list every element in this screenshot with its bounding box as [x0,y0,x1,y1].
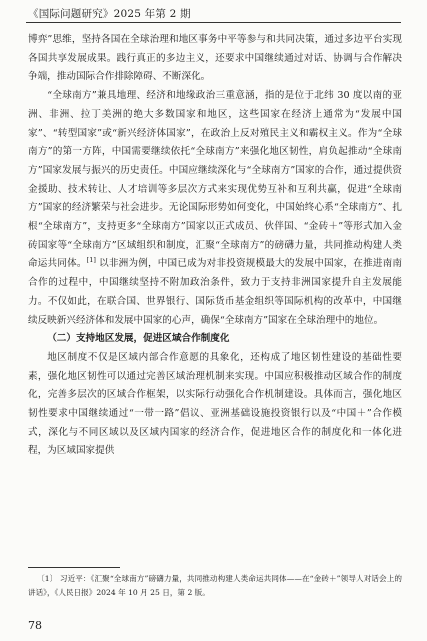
article-body [28,31,402,461]
paragraph-2-text: “全球南方”兼具地理、经济和地缘政治三重意涵，指的是位于北纬 30 度以南的亚洲、非洲、拉丁美洲的绝大多数国家和地区，这些国家在经济上通常为“发展中国家”、“转型国家”或“新兴经济体国家”，在政治上反对殖民主义和霸权主义。作为“全球南方”的第一方阵，中国需要继续依托“全球南方”来强化地区韧性，肩负起推动“全球南方”国家发展与振兴的历史责任。中国应继续深化与“全球南方”国家的合作，通过提供资金援助、技术转让、人才培训等多层次方式来实现优势互补和互利共赢，促进“全球南方”国家的经济繁荣与社会进步。无论国际形势如何变化，中国始终心系“全球南方”、扎根“全球南方”，支持更多“全球南方”国家以正式成员、伙伴国、“金砖＋”等形式加入金砖国家等“全球南方”区域组织和制度，汇聚“全球南方”的磅礴力量，共同推动构建人类命运共同体。 [28,90,402,270]
page-number: 78 [28,619,42,632]
paragraph-1: 博弈”思维，坚持各国在全球治理和地区事务中平等参与和共同决策，通过多边平台实现各国共享发展成果。践行真正的多边主义，还要求中国继续通过对话、协调与合作解决争端，推动国际合作排除障碍、不断深化。 [28,34,402,83]
header-rule [26,22,401,23]
paragraph-2 [28,87,402,330]
footnote-rule [28,567,120,568]
paragraph-2-tail: 以非洲为例，中国已成为对非投资规模最大的发展中国家，在推进南南合作的过程中，中国继续坚持不附加政治条件，致力于支持非洲国家提升自主发展能力。不仅如此，在联合国、世界银行、国际货币基金组织等国际机构的改革中，中国继续反映新兴经济体和发展中国家的心声，确保“全球南方”国家在全球治理中的地位。 [28,258,403,326]
footnote-reference[interactable]: [1] [86,256,96,265]
paragraph-3: 地区制度不仅是区域内部合作意愿的具象化，还构成了地区韧性建设的基础性要素，强化地区韧性可以通过完善区域治理机制来实现。中国应积极推动区域合作的制度化，完善多层次的区域合作框架，以实际行动强化合作机制建设。具体而言，强化地区韧性要求中国继续通过“一带一路”倡议、亚洲基础设施投资银行以及“中国＋”合作模式，深化与不同区域以及区域内国家的经济合作，促进地区合作的制度化和一体化进程，为区域国家提供 [28,351,402,457]
section-heading: （二）支持地区发展，促进区域合作制度化 [47,333,230,345]
journal-header: 《国际问题研究》2025 年第 2 期 [28,8,191,20]
footnote: 〔1〕 习近平：《汇聚“全球南方”磅礴力量，共同推动构建人类命运共同体——在“金砖＋”领导人对话会上的讲话》，《人民日报》2024 年 10 月 25 日，第 2 版。 [28,574,402,597]
